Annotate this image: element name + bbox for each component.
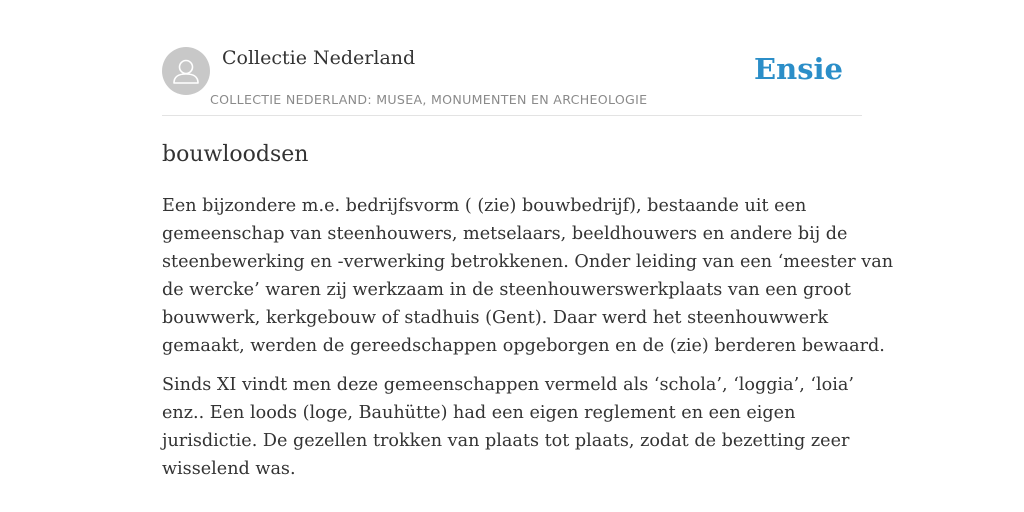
paragraph (162, 192, 894, 360)
text-line: Een bijzondere m.e. bedrijfsvorm ( (zie) bouwbedrijf), bestaande uit een (162, 196, 807, 216)
text-line: steenbewerking en -verwerking betrokkenen. Onder leiding van een ‘meester van (162, 252, 894, 272)
collection-link[interactable]: COLLECTIE NEDERLAND: MUSEA, MONUMENTEN EN ARCHEOLOGIE (210, 92, 648, 107)
text-line: jurisdictie. De gezellen trokken van plaats tot plaats, zodat de bezetting zeer (162, 431, 850, 451)
author-name[interactable]: Collectie Nederland (222, 47, 416, 69)
ensie-logo[interactable]: Ensie (754, 52, 843, 86)
text-line: de wercke’ waren zij werkzaam in de steenhouwerswerkplaats van een groot (162, 280, 851, 300)
text-line: gemeenschap van steenhouwers, metselaars, beeldhouwers en andere bij de (162, 224, 848, 244)
user-icon (162, 47, 210, 95)
paragraph (162, 371, 862, 483)
text-line: enz.. Een loods (loge, Bauhütte) had een eigen reglement en een eigen (162, 403, 796, 423)
text-line: bouwwerk, kerkgebouw of stadhuis (Gent). Daar werd het steenhouwwerk (162, 308, 829, 328)
article-body (162, 192, 894, 494)
text-line: wisselend was. (162, 459, 296, 479)
header-divider (162, 115, 862, 116)
text-line: gemaakt, werden de gereedschappen opgeborgen en de (zie) berderen bewaard. (162, 336, 885, 356)
text-line: Sinds XI vindt men deze gemeenschappen vermeld als ‘schola’, ‘loggia’, ‘loia’ (162, 375, 854, 395)
article-title: bouwloodsen (162, 142, 309, 167)
author-avatar[interactable] (162, 47, 210, 95)
